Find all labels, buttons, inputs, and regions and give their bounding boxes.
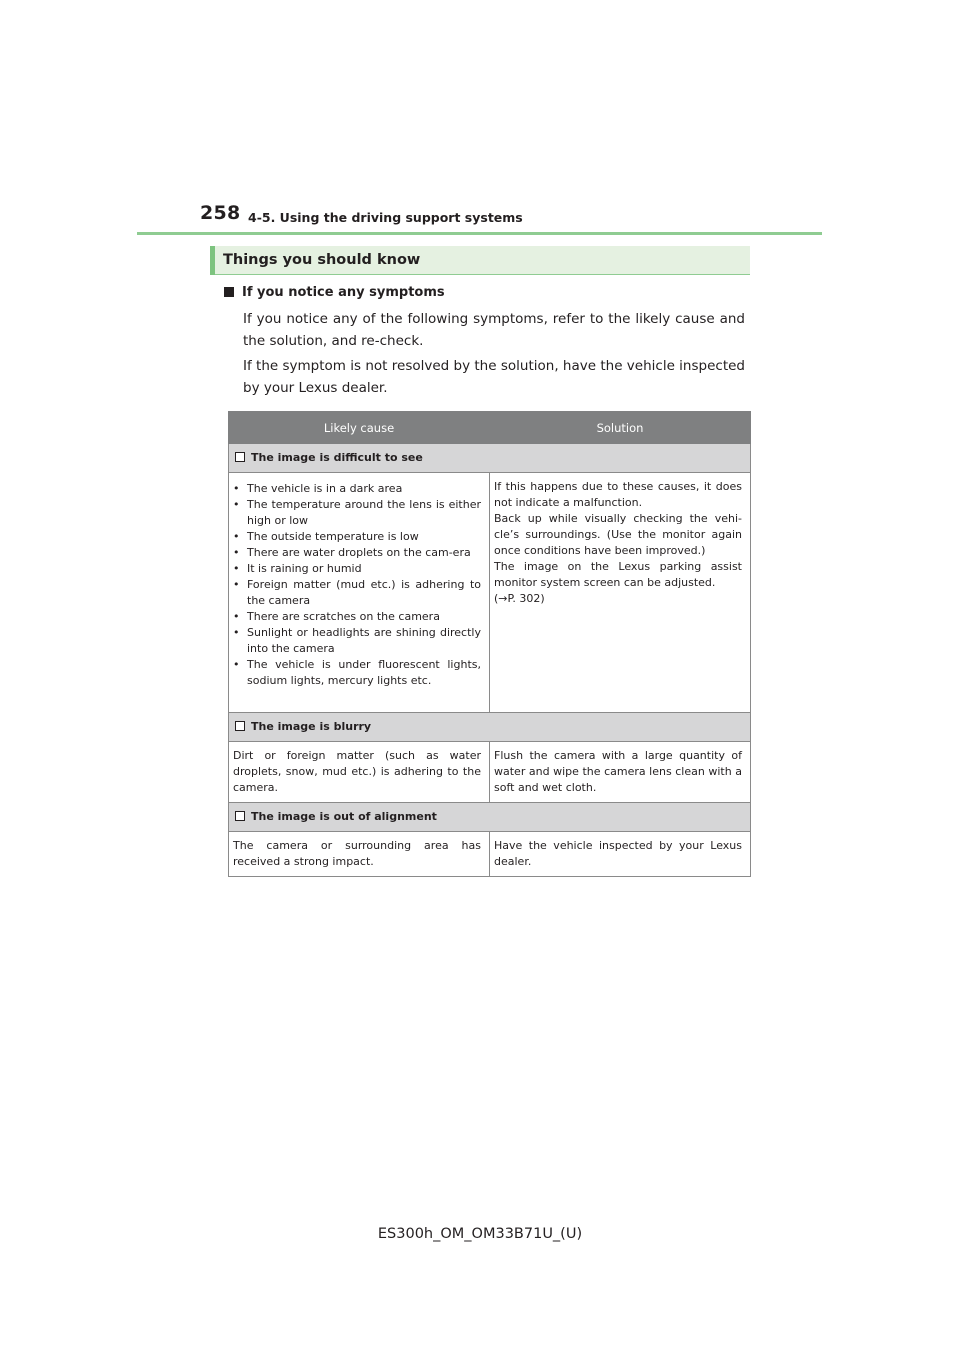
instruction-paragraph-1: If you notice any of the following symptoms, refer to the likely cause and the solution, and re-check. [243,311,745,349]
list-item: • There are water droplets on the cam-era [233,545,481,561]
solution-cell: Have the vehicle inspected by your Lexus dealer. [490,832,751,877]
header-rule [137,232,822,235]
solution-line: The image on the Lexus parking assist monitor system screen can be adjusted. [494,560,742,589]
category-row [229,713,751,742]
solution-cell [490,473,751,713]
troubleshooting-table [228,411,751,877]
things-you-should-know-box [210,246,750,275]
category-label: The image is difficult to see [251,451,423,464]
table-header-row [229,412,751,444]
cause-cell [229,473,490,713]
box-title: Things you should know [223,252,421,268]
document-code: ES300h_OM_OM33B71U_(U) [377,1226,583,1242]
solution-line: If this happens due to these causes, it does not indicate a malfunction. [494,480,742,509]
list-item: • There are scratches on the camera [233,609,481,625]
list-item: • The vehicle is in a dark area [233,481,481,497]
cause-list [233,481,481,689]
square-bullet-icon [224,287,234,297]
checkbox-icon [235,811,245,821]
symptom-heading [224,285,445,300]
list-item: • Sunlight or headlights are shining directly into the camera [233,625,481,657]
table-row [229,742,751,803]
category-row [229,444,751,473]
solution-cell: Flush the camera with a large quantity of water and wipe the camera lens clean with a soft and wet cloth. [490,742,751,803]
table-row [229,832,751,877]
box-accent-bar [210,246,215,275]
category-label: The image is out of alignment [251,810,437,823]
list-item: • The temperature around the lens is either high or low [233,497,481,529]
checkbox-icon [235,452,245,462]
list-item: • The outside temperature is low [233,529,481,545]
category-cell [229,444,751,473]
list-item: • The vehicle is under fluorescent lights, sodium lights, mercury lights etc. [233,657,481,689]
section-title: 4-5. Using the driving support systems [248,210,523,225]
symptom-heading-text: If you notice any symptoms [242,285,445,300]
table-row [229,473,751,713]
instruction-paragraph-2: If the symptom is not resolved by the solution, have the vehicle inspected by your Lexus dealer. [243,358,745,396]
category-label: The image is blurry [251,720,372,733]
cause-cell: The camera or surrounding area has received a strong impact. [229,832,490,877]
checkbox-icon [235,721,245,731]
page-number: 258 [200,202,241,224]
category-cell [229,713,751,742]
solution-line: Back up while visually checking the vehi-cle’s surroundings. (Use the monitor again once conditions have been improved.) [494,512,742,557]
cause-cell: Dirt or foreign matter (such as water droplets, snow, mud etc.) is adhering to the camera. [229,742,490,803]
category-cell [229,803,751,832]
list-item: • Foreign matter (mud etc.) is adhering to the camera [233,577,481,609]
column-header-solution: Solution [490,412,751,444]
column-header-likely-cause: Likely cause [229,412,490,444]
page-reference: (→P. 302) [494,592,545,605]
list-item: • It is raining or humid [233,561,481,577]
category-row [229,803,751,832]
